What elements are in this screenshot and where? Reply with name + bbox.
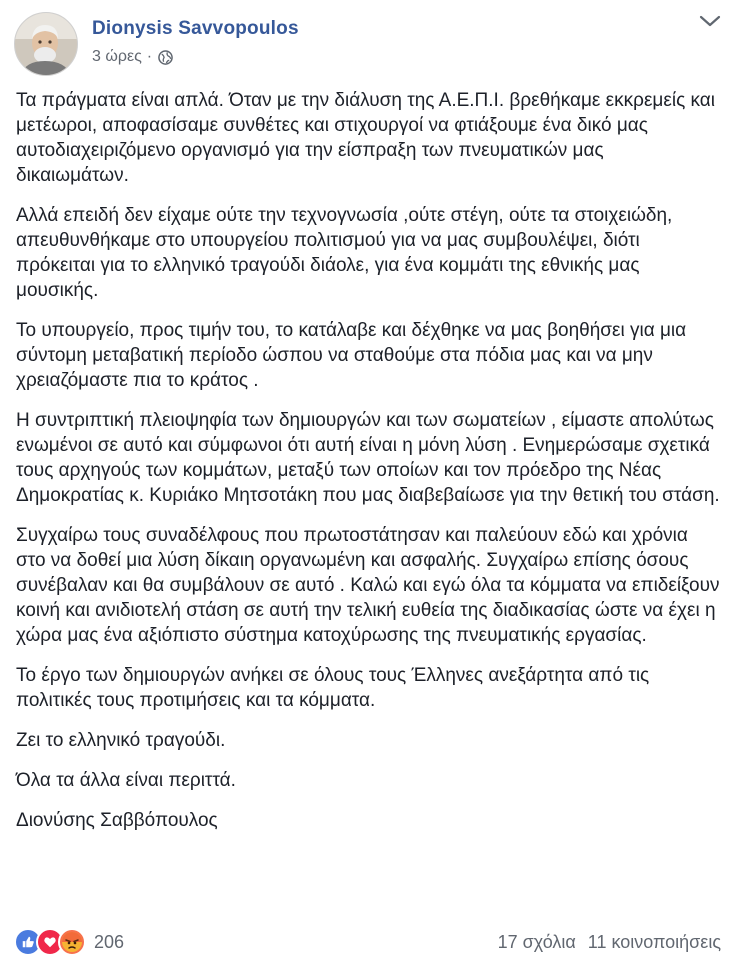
post-paragraph: Τα πράγματα είναι απλά. Όταν με την διάλυση της Α.Ε.Π.Ι. βρεθήκαμε εκκρεμείς και μετέωροι, αποφασίσαμε συνθέτες και στιχουργοί να φτιάξουμε ένα δικό μας αυτοδιαχειριζόμενο οργανισμό για την είσπραξη των πνευματικών μας δικαιωμάτων. bbox=[16, 90, 715, 186]
post-signature: Διονύσης Σαββόπουλος bbox=[16, 810, 218, 831]
angry-icon bbox=[58, 928, 86, 956]
post-paragraph: Αλλά επειδή δεν είχαμε ούτε την τεχνογνωσία ,ούτε στέγη, ούτε τα στοιχειώδη, απευθυνθήκαμε στο υπουργείου πολιτισμού για να μας συμβουλέψει, διότι πρόκειται για το ελληνικό τραγούδι διάολε, για ένα κομμάτι της εθνικής μας μουσικής. bbox=[16, 205, 673, 301]
shares-count[interactable]: 11 κοινοποιήσεις bbox=[587, 931, 721, 952]
engagement-stats bbox=[486, 932, 721, 953]
post-header bbox=[14, 12, 299, 72]
post-paragraph: Το έργο των δημιουργών ανήκει σε όλους τους Έλληνες ανεξάρτητα από τις πολιτικές τους προτιμήσεις και τα κόμματα. bbox=[16, 665, 650, 711]
post-meta bbox=[92, 18, 299, 66]
separator-dot: · bbox=[146, 48, 153, 65]
comments-count[interactable]: 17 σχόλια bbox=[497, 931, 576, 952]
post-paragraph: Το υπουργείο, προς τιμήν του, το κατάλαβε και δέχθηκε να μας βοηθήσει για μια σύντομη μεταβατική περίοδο ώσπου να σταθούμε στα πόδια μας και να μην χρειαζόμαστε πια το κράτος . bbox=[16, 320, 687, 391]
chevron-down-icon[interactable] bbox=[699, 14, 721, 28]
author-avatar[interactable] bbox=[14, 12, 78, 76]
post-subline bbox=[92, 48, 299, 66]
author-name[interactable]: Dionysis Savvopoulos bbox=[92, 18, 299, 39]
post-footer bbox=[14, 928, 721, 956]
reaction-count[interactable]: 206 bbox=[94, 931, 125, 952]
post-text bbox=[16, 88, 720, 848]
reactions-summary[interactable] bbox=[14, 928, 124, 956]
post-time[interactable]: 3 ώρες bbox=[92, 48, 142, 65]
post-paragraph: Όλα τα άλλα είναι περιττά. bbox=[16, 770, 236, 791]
post-paragraph: Η συντριπτική πλειοψηφία των δημιουργών και των σωματείων , είμαστε απολύτως ενωμένοι σε αυτό και σύμφωνοι ότι αυτή είναι η μόνη λύση . Ενημερώσαμε σχετικά τους αρχηγούς των κομμάτων, μεταξύ των οποίων και τον πρόεδρο της Νέας Δημοκρατίας κ. Κυριάκο Μητσοτάκη που μας διαβεβαίωσε για την θετική του στάση. bbox=[16, 410, 720, 506]
post-paragraph: Ζει το ελληνικό τραγούδι. bbox=[16, 730, 226, 751]
globe-icon[interactable] bbox=[158, 50, 173, 65]
profile-photo-icon bbox=[15, 13, 77, 75]
post-paragraph: Συγχαίρω τους συναδέλφους που πρωτοστάτησαν και παλεύουν εδώ και χρόνια στο να δοθεί μια λύση δίκαιη οργανωμένη και ασφαλής. Συγχαίρω επίσης όσους συνέβαλαν και θα συμβάλουν σε αυτό . Καλώ και εγώ όλα τα κόμματα να επιδείξουν κοινή και ανιδιοτελή στάση σε αυτή την τελική ευθεία της διαδικασίας ώστε να έχει η χώρα μας ένα αξιόπιστο σύστημα κατοχύρωσης της πνευματικής εργασίας. bbox=[16, 525, 720, 646]
